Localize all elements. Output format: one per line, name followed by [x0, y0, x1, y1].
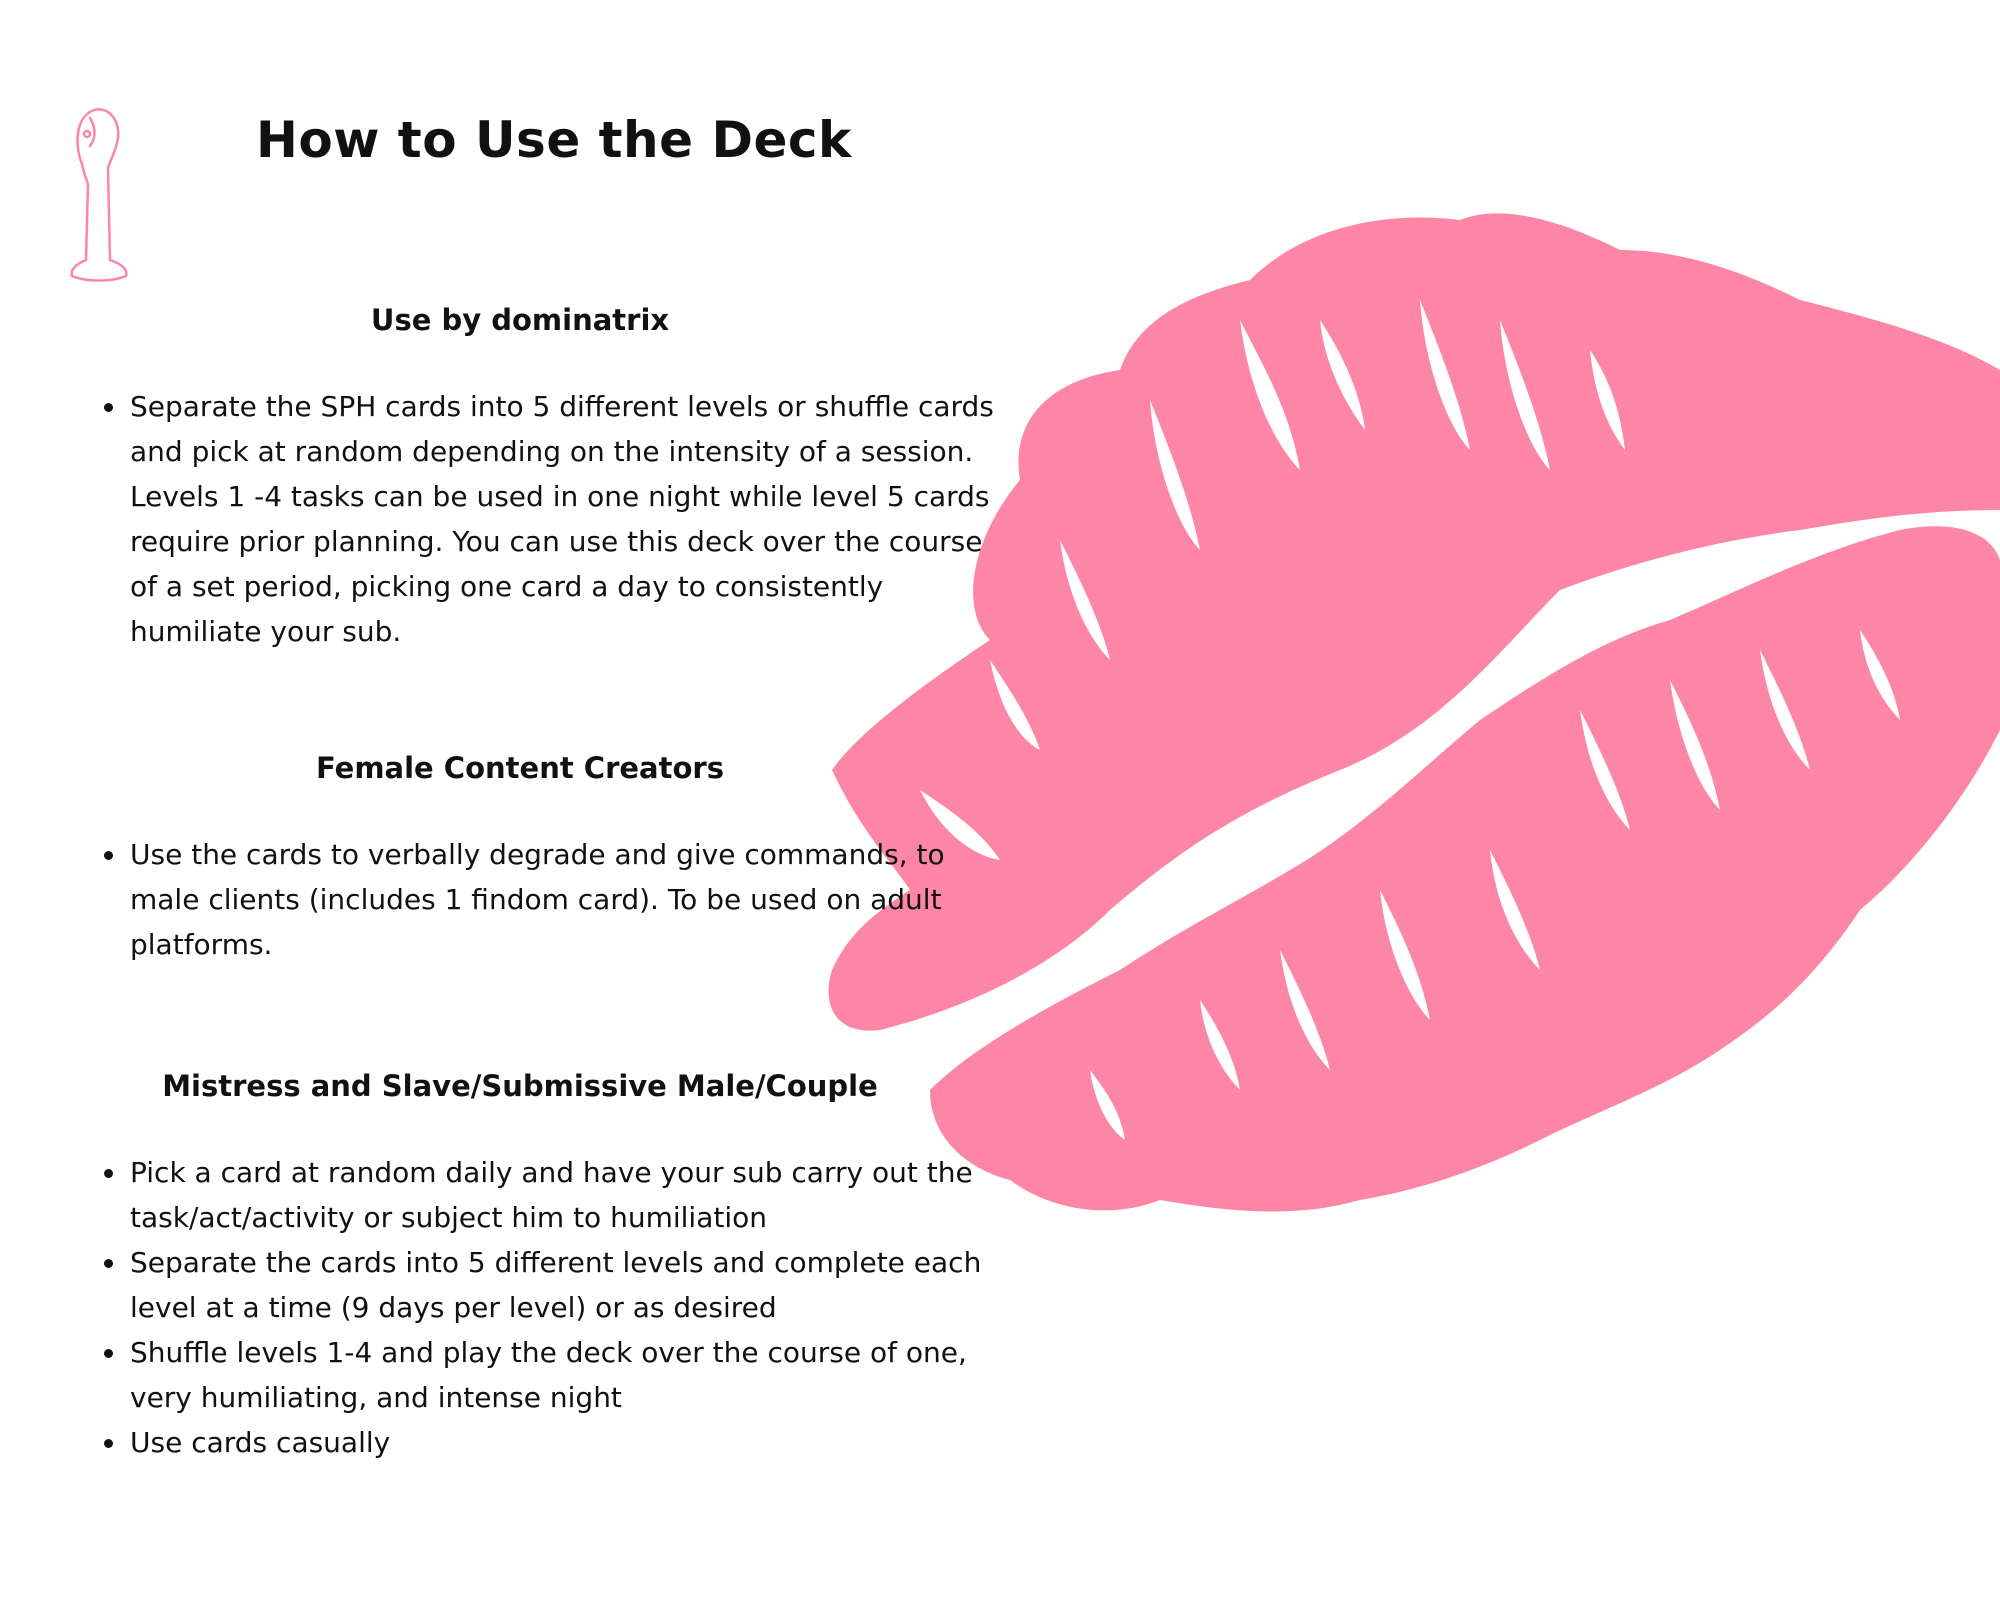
list-item-text: Use cards casually	[130, 1426, 391, 1459]
list-item	[100, 1420, 1010, 1465]
list-item-text: Separate the SPH cards into 5 different levels or shuffle cards and pick at random depending on the intensity of a session. Levels 1 -4 tasks can be used in one night while level 5 cards require prior planning. You can use this deck over the course of a set period, picking one card a day to consistently humiliate your sub.	[130, 390, 994, 648]
list-item-text: Pick a card at random daily and have your sub carry out the task/act/activity or subject him to humiliation	[130, 1156, 973, 1234]
bullet-list	[100, 832, 1000, 967]
section-female-content-creators	[100, 748, 1000, 967]
bullet-dot	[104, 1349, 113, 1358]
list-item	[100, 1150, 1010, 1240]
bullet-dot	[104, 1169, 113, 1178]
list-item	[100, 832, 1010, 967]
bullet-dot	[104, 851, 113, 860]
page-title: How to Use the Deck	[256, 111, 852, 169]
bullet-list	[100, 1150, 1000, 1465]
list-item	[100, 1330, 1010, 1420]
list-item-text: Use the cards to verbally degrade and give commands, to male clients (includes 1 findom card). To be used on adult platforms.	[130, 838, 945, 961]
section-dominatrix	[100, 300, 1000, 654]
section-heading: Mistress and Slave/Submissive Male/Couple	[162, 1069, 878, 1103]
section-mistress-and-slave	[100, 1066, 1000, 1465]
section-heading: Female Content Creators	[316, 751, 724, 785]
list-item	[100, 384, 1010, 654]
list-item	[100, 1240, 1010, 1330]
list-item-text: Shuffle levels 1-4 and play the deck over the course of one, very humiliating, and intense night	[130, 1336, 967, 1414]
bullet-dot	[104, 403, 113, 412]
section-heading: Use by dominatrix	[370, 303, 670, 337]
bullet-dot	[104, 1259, 113, 1268]
bullet-dot	[104, 1439, 113, 1448]
dildo-outline-icon	[66, 104, 132, 286]
list-item-text: Separate the cards into 5 different levels and complete each level at a time (9 days per level) or as desired	[130, 1246, 982, 1324]
bullet-list	[100, 384, 1000, 654]
